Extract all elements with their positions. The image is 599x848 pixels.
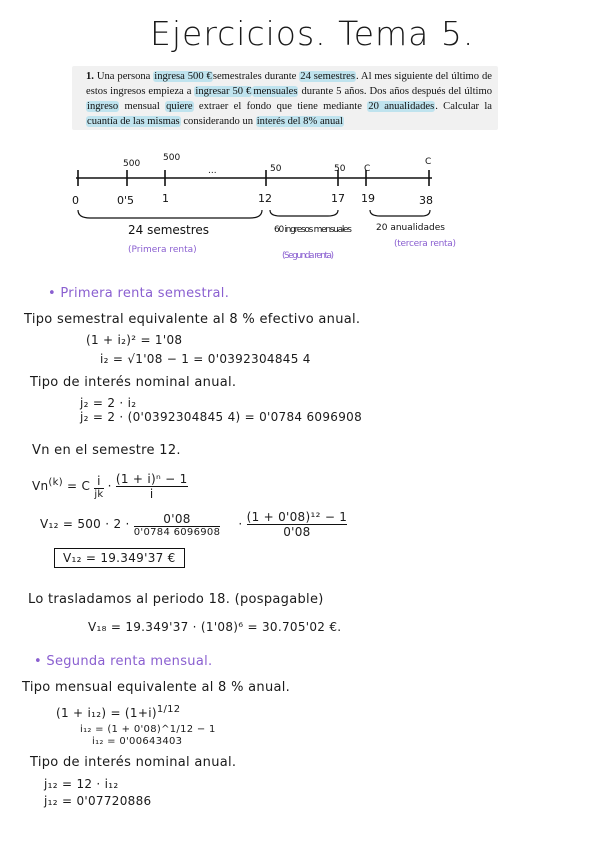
denominator: 0'0784 6096908	[133, 526, 221, 538]
problem-text: extraer el fondo que tiene mediante	[193, 101, 368, 112]
tick-label: 12	[258, 192, 272, 205]
equation: i₁₂ = 0'00643403	[92, 736, 183, 747]
text-line: Tipo de interés nominal anual.	[30, 755, 237, 770]
equation	[56, 704, 180, 720]
numerator: i	[94, 474, 103, 489]
equation-part: (k)	[48, 477, 63, 488]
problem-highlight: mensuales	[253, 86, 298, 97]
equation-part: (1 + i₁₂) = (1+i)	[56, 706, 157, 720]
numerator: 0'08	[134, 512, 220, 527]
top-label: C	[425, 157, 432, 167]
tick-label: 19	[361, 192, 375, 205]
problem-text: Una persona	[96, 71, 154, 82]
fraction	[116, 472, 188, 501]
equation-part: = C	[67, 479, 91, 493]
top-label: 500	[123, 159, 141, 169]
text-line: Tipo mensual equivalente al 8 % anual.	[22, 680, 291, 695]
equation-exponent: 1/12	[156, 704, 181, 715]
page-title: Ejercicios. Tema 5.	[150, 14, 475, 53]
problem-highlight: interés del 8% anual	[256, 116, 343, 127]
problem-highlight: 20 anualidades	[368, 101, 435, 112]
section-heading: • Segunda renta mensual.	[34, 654, 213, 669]
denominator: 0'08	[283, 525, 311, 539]
problem-highlight: cuantía de las mismas	[87, 116, 180, 127]
group-sublabel: (tercera renta)	[394, 239, 456, 249]
tick-label: 38	[419, 194, 433, 207]
fraction	[247, 510, 348, 539]
problem-highlight: 24 semestres	[300, 71, 355, 82]
problem-text: durante 5 años. Dos años después del último	[298, 86, 492, 97]
problem-statement	[72, 66, 498, 130]
group-brace	[370, 210, 430, 216]
fraction	[134, 512, 220, 538]
text-line: Tipo de interés nominal anual.	[30, 375, 237, 390]
group-sublabel: (Primera renta)	[128, 245, 197, 255]
equation: j₂ = 2 · (0'0392304845 4) = 0'0784 6096908	[80, 410, 363, 424]
equation-part: V₁₂ = 500 · 2 ·	[40, 517, 130, 531]
group-brace	[78, 210, 262, 218]
group-label: 24 semestres	[128, 223, 210, 237]
tick-label: 17	[331, 192, 345, 205]
numerator: (1 + 0'08)¹² − 1	[246, 510, 348, 524]
equation: i₁₂ = (1 + 0'08)^1/12 − 1	[80, 724, 216, 735]
result-box: V₁₂ = 19.349'37 €	[54, 548, 185, 568]
tick-label: 1	[162, 192, 169, 205]
top-label: C	[364, 164, 371, 174]
text-line: Vn en el semestre 12.	[32, 443, 181, 458]
top-label: 50	[270, 164, 282, 174]
timeline-diagram	[0, 140, 599, 280]
equation: j₂ = 2 · i₂	[80, 396, 137, 410]
tick-label: 0'5	[117, 194, 135, 207]
group-label: 60 ingresos mensuales	[274, 225, 352, 235]
problem-text: mensual	[119, 101, 166, 112]
problem-text: . Al mes siguiente del último de estos ingresos empieza a	[86, 71, 492, 97]
problem-highlight: ingreso	[87, 101, 119, 112]
tick-label: 0	[72, 194, 79, 207]
denominator: i	[149, 487, 154, 501]
equation: V₁₈ = 19.349'37 · (1'08)⁶ = 30.705'02 €.	[88, 620, 342, 634]
text-line: Lo trasladamos al periodo 18. (pospagable)	[28, 592, 324, 607]
equation-v12: V₁₂ = 500 · 2 · 0'08 0'0784 6096908 · $\frac{\text{(1 + 0'08)¹² − 1}}{0'08}$	[40, 510, 348, 539]
problem-highlight: quiere	[166, 101, 193, 112]
problem-text: semestrales durante	[212, 71, 300, 82]
problem-text: . Calcular la	[435, 101, 493, 112]
group-label: 20 anualidades	[376, 223, 445, 233]
equation-part: Vn	[32, 479, 49, 493]
denominator: jk	[94, 488, 104, 500]
top-label: ...	[208, 166, 217, 176]
top-label: 50	[334, 164, 346, 174]
equation-vn: Vn$^{(k)}$ = C i jk · $\frac{\text{(1 + i)ⁿ − 1}}{i}$	[32, 472, 188, 501]
group-brace	[270, 210, 338, 216]
problem-highlight: ingresar 50 €	[195, 86, 252, 97]
text-line: Tipo semestral equivalente al 8 % efectivo anual.	[24, 312, 361, 327]
section-heading: • Primera renta semestral.	[48, 286, 230, 301]
problem-number: 1.	[86, 71, 94, 82]
fraction	[94, 474, 103, 500]
equation: j₁₂ = 12 · i₁₂	[44, 777, 119, 791]
equation: (1 + i₂)² = 1'08	[86, 333, 183, 347]
equation: j₁₂ = 0'07720886	[44, 794, 152, 808]
top-label: 500	[163, 153, 181, 163]
equation: i₂ = √1'08 − 1 = 0'0392304845 4	[100, 352, 311, 366]
problem-highlight: ingresa 500 €	[154, 71, 212, 82]
problem-text: considerando un	[180, 116, 256, 127]
group-sublabel: (Segunda renta)	[282, 251, 334, 261]
numerator: (1 + i)ⁿ − 1	[115, 472, 188, 486]
